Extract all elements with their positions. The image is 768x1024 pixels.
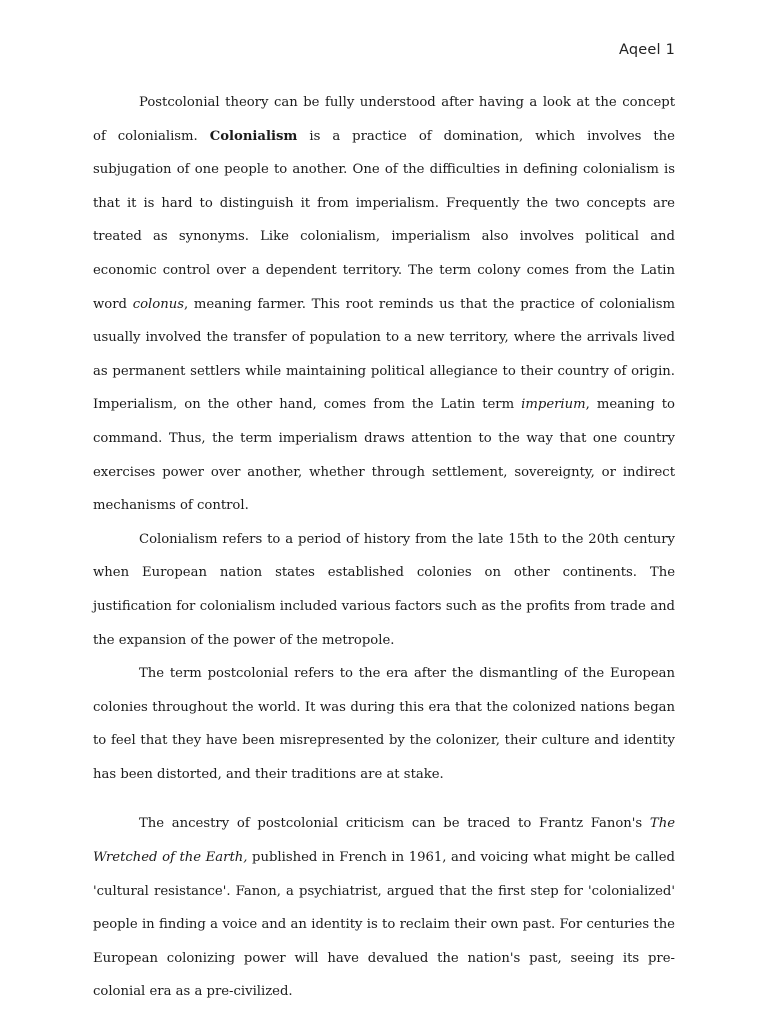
paragraph-4: [93, 807, 675, 1009]
italic-term-colonus: colonus: [132, 296, 184, 312]
paragraph-2: Colonialism refers to a period of history from the late 15th to the 20th century when European nation states established colonies on other continents. The justification for colonialism included various factors such as the profits from trade and the expansion of the power of the metropole.: [93, 531, 675, 648]
paragraph-1-text-b: is a practice of domination, which involves the subjugation of one people to another. One of the difficulties in defining colonialism is that it is hard to distinguish it from imperialism. Frequently the two concepts are treated as synonyms. Like colonialism, imperialism also involves political and economic control over a dependent territory. The term colony comes from the Latin word: [93, 128, 675, 312]
paragraph-4-text-b: published in French in 1961, and voicing what might be called 'cultural resistance'. Fanon, a psychiatrist, argued that the first step for 'colonialized' people in finding a voice and an identity is to reclaim their own past. For centuries the European colonizing power will have devalued the nation's past, seeing its pre-colonial era as a pre-civilized.: [93, 850, 675, 1000]
paragraph-1: [93, 86, 675, 523]
bold-term-colonialism: Colonialism: [209, 128, 298, 144]
paragraph-4-text-a: The ancestry of postcolonial criticism can be traced to Frantz Fanon's: [139, 816, 650, 832]
document-body: [93, 86, 675, 1009]
italic-term-imperium: imperium: [521, 397, 586, 413]
paragraph-1-text-a: Postcolonial theory can be fully understood after having a look at the concept of colonialism.: [93, 95, 675, 144]
italic-book-title: The Wretched of the Earth,: [93, 816, 675, 866]
paragraph-3: The term postcolonial refers to the era after the dismantling of the European colonies throughout the world. It was during this era that the colonized nations began to feel that they have been misrepresented by the colonizer, their culture and identity has been distorted, and their traditions are at stake.: [93, 666, 675, 782]
paragraph-1-text-d: , meaning to command. Thus, the term imperialism draws attention to the way that one country exercises power over another, whether through settlement, sovereignty, or indirect mechanisms of control.: [93, 397, 675, 514]
paragraph-1-text-c: , meaning farmer. This root reminds us that the practice of colonialism usually involved the transfer of population to a new territory, where the arrivals lived as permanent settlers while maintaining political allegiance to their country of origin. Imperialism, on the other hand, comes from the Latin term: [93, 296, 675, 413]
running-head: Aqeel 1: [619, 42, 675, 58]
